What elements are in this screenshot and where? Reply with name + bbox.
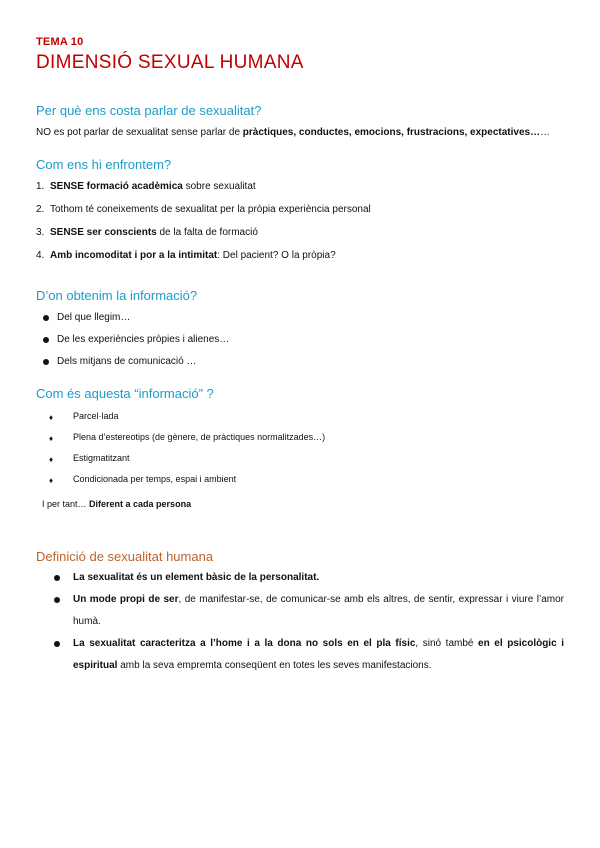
- diamond-bullet-icon: ♦: [49, 413, 54, 422]
- list-item-text: Estigmatitzant: [73, 453, 130, 463]
- list-number: 3.: [36, 227, 45, 238]
- bullet-icon: [54, 597, 60, 603]
- info-list: [36, 411, 564, 485]
- intro-tail: …: [540, 127, 551, 138]
- list-item-bold: SENSE formació acadèmica: [50, 181, 183, 192]
- list-item: [36, 356, 564, 368]
- list-number: 2.: [36, 204, 45, 215]
- list-item: [36, 181, 564, 193]
- list-number: 1.: [36, 181, 45, 192]
- bullet-icon: [43, 337, 49, 343]
- section-heading-definition: Definició de sexualitat humana: [36, 549, 214, 564]
- bullet-icon: [43, 359, 49, 365]
- list-item-text: Tothom té coneixements de sexualitat per la pròpia experiència personal: [50, 204, 371, 215]
- list-item-text: sobre sexualitat: [182, 181, 256, 192]
- section-heading-sources: D’on obtenim la informació?: [36, 288, 198, 303]
- definition-bold: Un mode propi de ser: [73, 594, 179, 605]
- intro-text: NO es pot parlar de sexualitat sense parlar de: [36, 127, 243, 138]
- list-item-text: Parcel·lada: [73, 411, 119, 421]
- list-item-text: Dels mitjans de comunicació …: [57, 356, 197, 367]
- sources-list: [36, 312, 564, 368]
- bullet-icon: [54, 575, 60, 581]
- list-item: [36, 334, 564, 346]
- list-item: [36, 227, 564, 239]
- definition-bold: La sexualitat caracteritza a l’home i a la dona no sols en el pla físic: [73, 638, 416, 649]
- list-item-bold: Amb incomoditat i por a la intimitat: [50, 250, 218, 261]
- list-item-text: : Del pacient? O la pròpia?: [217, 250, 336, 261]
- list-item-text: Condicionada per temps, espai i ambient: [73, 474, 237, 484]
- document-page: [36, 36, 564, 677]
- list-item: [36, 432, 564, 443]
- list-item: [36, 474, 564, 485]
- list-item: [36, 204, 564, 216]
- list-item-bold: SENSE ser conscients: [50, 227, 157, 238]
- list-item: [36, 312, 564, 324]
- list-item: [36, 453, 564, 464]
- intro-bold: pràctiques, conductes, emocions, frustracions, expectatives…: [242, 127, 541, 138]
- diamond-bullet-icon: ♦: [49, 455, 54, 464]
- tema-label: TEMA 10: [36, 36, 84, 48]
- diamond-bullet-icon: ♦: [49, 476, 54, 485]
- bullet-icon: [43, 315, 49, 321]
- diamond-bullet-icon: ♦: [49, 434, 54, 443]
- list-item-text: Plena d’estereotips (de gènere, de pràctiques normalitzades…): [73, 432, 326, 442]
- list-item: [36, 411, 564, 422]
- conclusion-text: I per tant…: [42, 499, 90, 509]
- section-heading-how: Com ens hi enfrontem?: [36, 157, 172, 172]
- definition-text: amb la seva empremta conseqüent en totes les seves manifestacions.: [117, 660, 432, 671]
- how-list: [36, 181, 564, 262]
- list-item: [36, 633, 564, 677]
- list-item-text: De les experiències pròpies i alienes…: [57, 334, 230, 345]
- list-item-text: Del que llegim…: [57, 312, 131, 323]
- page-title: DIMENSIÓ SEXUAL HUMANA: [36, 52, 304, 73]
- definition-text: , sinó també: [415, 638, 479, 649]
- list-item: [36, 589, 564, 633]
- definition-list: [36, 567, 564, 677]
- conclusion-bold: Diferent a cada persona: [89, 499, 192, 509]
- list-item: [36, 567, 564, 589]
- section-heading-info: Com és aquesta “informació” ?: [36, 386, 214, 401]
- conclusion-line: [42, 499, 564, 509]
- list-item: [36, 250, 564, 262]
- bullet-icon: [54, 641, 60, 647]
- section-heading-why: Per què ens costa parlar de sexualitat?: [36, 103, 262, 118]
- list-number: 4.: [36, 250, 45, 261]
- definition-text: , de manifestar-se, de comunicar-se amb els altres, de sentir, expressar i viure l’amor humà.: [73, 594, 564, 627]
- definition-bold: La sexualitat és un element bàsic de la personalitat.: [73, 572, 320, 583]
- definition-bold: en el psicològic i espiritual: [73, 638, 564, 671]
- intro-paragraph: [36, 124, 564, 141]
- list-item-text: de la falta de formació: [156, 227, 258, 238]
